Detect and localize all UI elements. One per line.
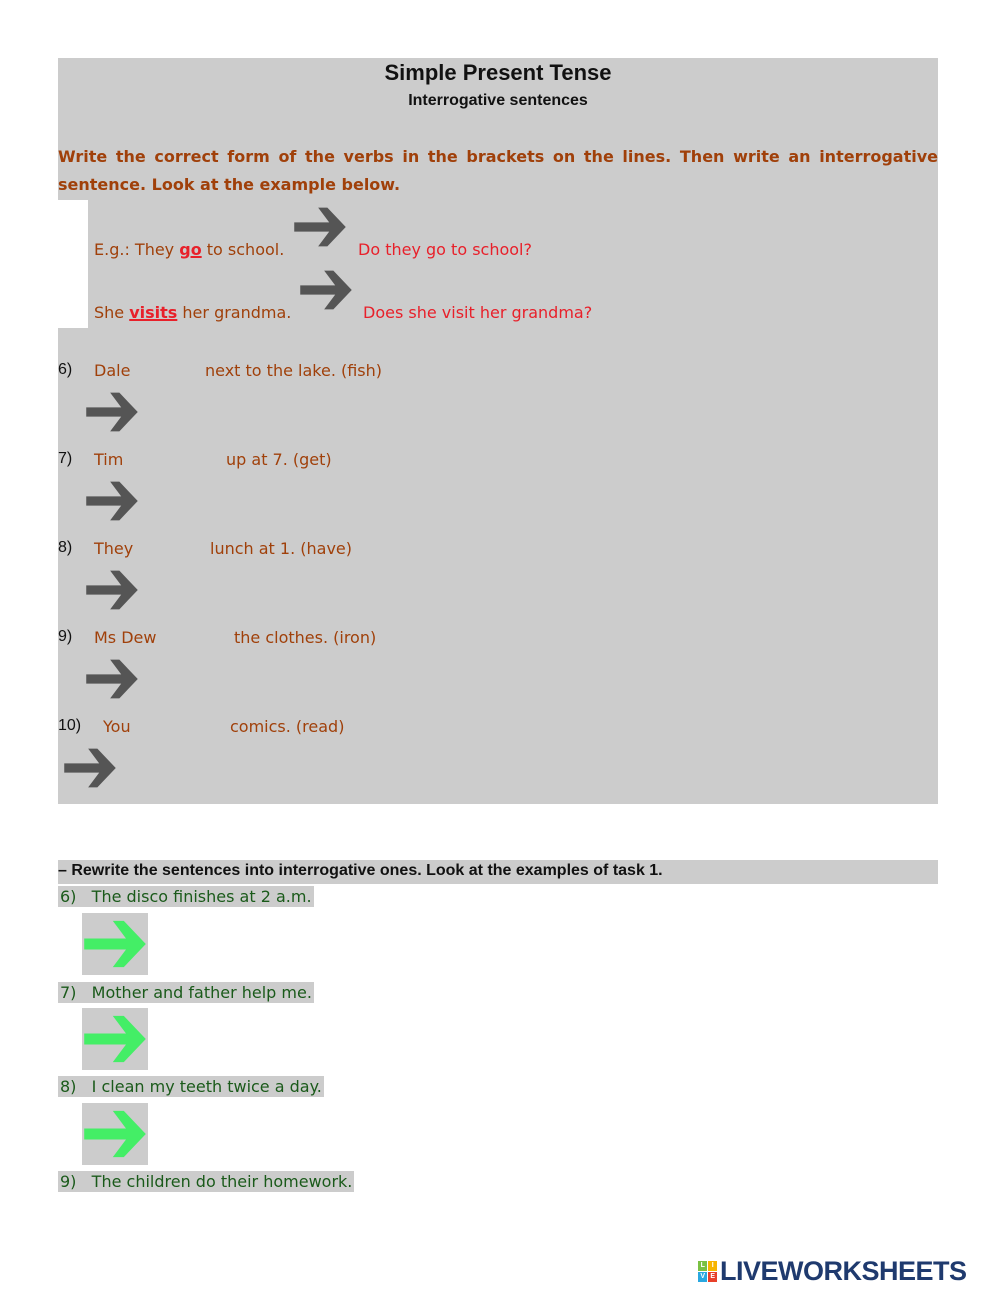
- item-number: 9): [58, 628, 73, 645]
- task2-item: 9) The children do their homework.: [60, 1172, 353, 1191]
- example-2: She visits her grandma.: [94, 303, 292, 322]
- white-notch: [58, 200, 88, 328]
- task2-item: 8) I clean my teeth twice a day.: [60, 1077, 322, 1096]
- item-subject: Tim: [94, 450, 124, 469]
- green-arrow-icon: [82, 1008, 148, 1070]
- arrow-icon: [82, 567, 142, 613]
- arrow-icon: [82, 478, 142, 524]
- arrow-icon: [290, 204, 350, 250]
- item-rest: next to the lake. (fish): [205, 361, 383, 380]
- logo-mark-icon: L I V E: [698, 1261, 717, 1282]
- arrow-icon: [60, 745, 120, 791]
- item-number: 8): [58, 539, 73, 556]
- arrow-icon: [82, 389, 142, 435]
- task2-heading: – Rewrite the sentences into interrogative ones. Look at the examples of task 1.: [58, 860, 938, 884]
- page-title: Simple Present Tense: [384, 60, 612, 85]
- item-subject: Ms Dew: [94, 628, 157, 647]
- item-number: 10): [58, 717, 82, 734]
- example-1-answer: Do they go to school?: [358, 240, 532, 259]
- logo-text: LIVEWORKSHEETS: [720, 1256, 967, 1286]
- item-subject: They: [94, 539, 134, 558]
- item-rest: up at 7. (get): [226, 450, 332, 469]
- item-subject: Dale: [94, 361, 131, 380]
- example-2-answer: Does she visit her grandma?: [363, 303, 593, 322]
- green-arrow-icon: [82, 1103, 148, 1165]
- item-number: 7): [58, 450, 73, 467]
- item-rest: lunch at 1. (have): [210, 539, 353, 558]
- green-arrow-icon: [82, 913, 148, 975]
- page-subtitle: Interrogative sentences: [408, 92, 588, 109]
- liveworksheets-logo: [698, 1256, 967, 1287]
- arrow-icon: [82, 656, 142, 702]
- item-subject: You: [103, 717, 131, 736]
- instruction: Write the correct form of the verbs in the brackets on the lines. Then write an interrogative sentence. Look at the example below.: [58, 147, 938, 194]
- task2-item: 7) Mother and father help me.: [60, 983, 312, 1002]
- task2-item: 6) The disco finishes at 2 a.m.: [60, 887, 312, 906]
- item-rest: comics. (read): [230, 717, 345, 736]
- arrow-icon: [296, 267, 356, 313]
- item-number: 6): [58, 361, 73, 378]
- example-1: E.g.: They go to school.: [94, 240, 285, 259]
- item-rest: the clothes. (iron): [234, 628, 377, 647]
